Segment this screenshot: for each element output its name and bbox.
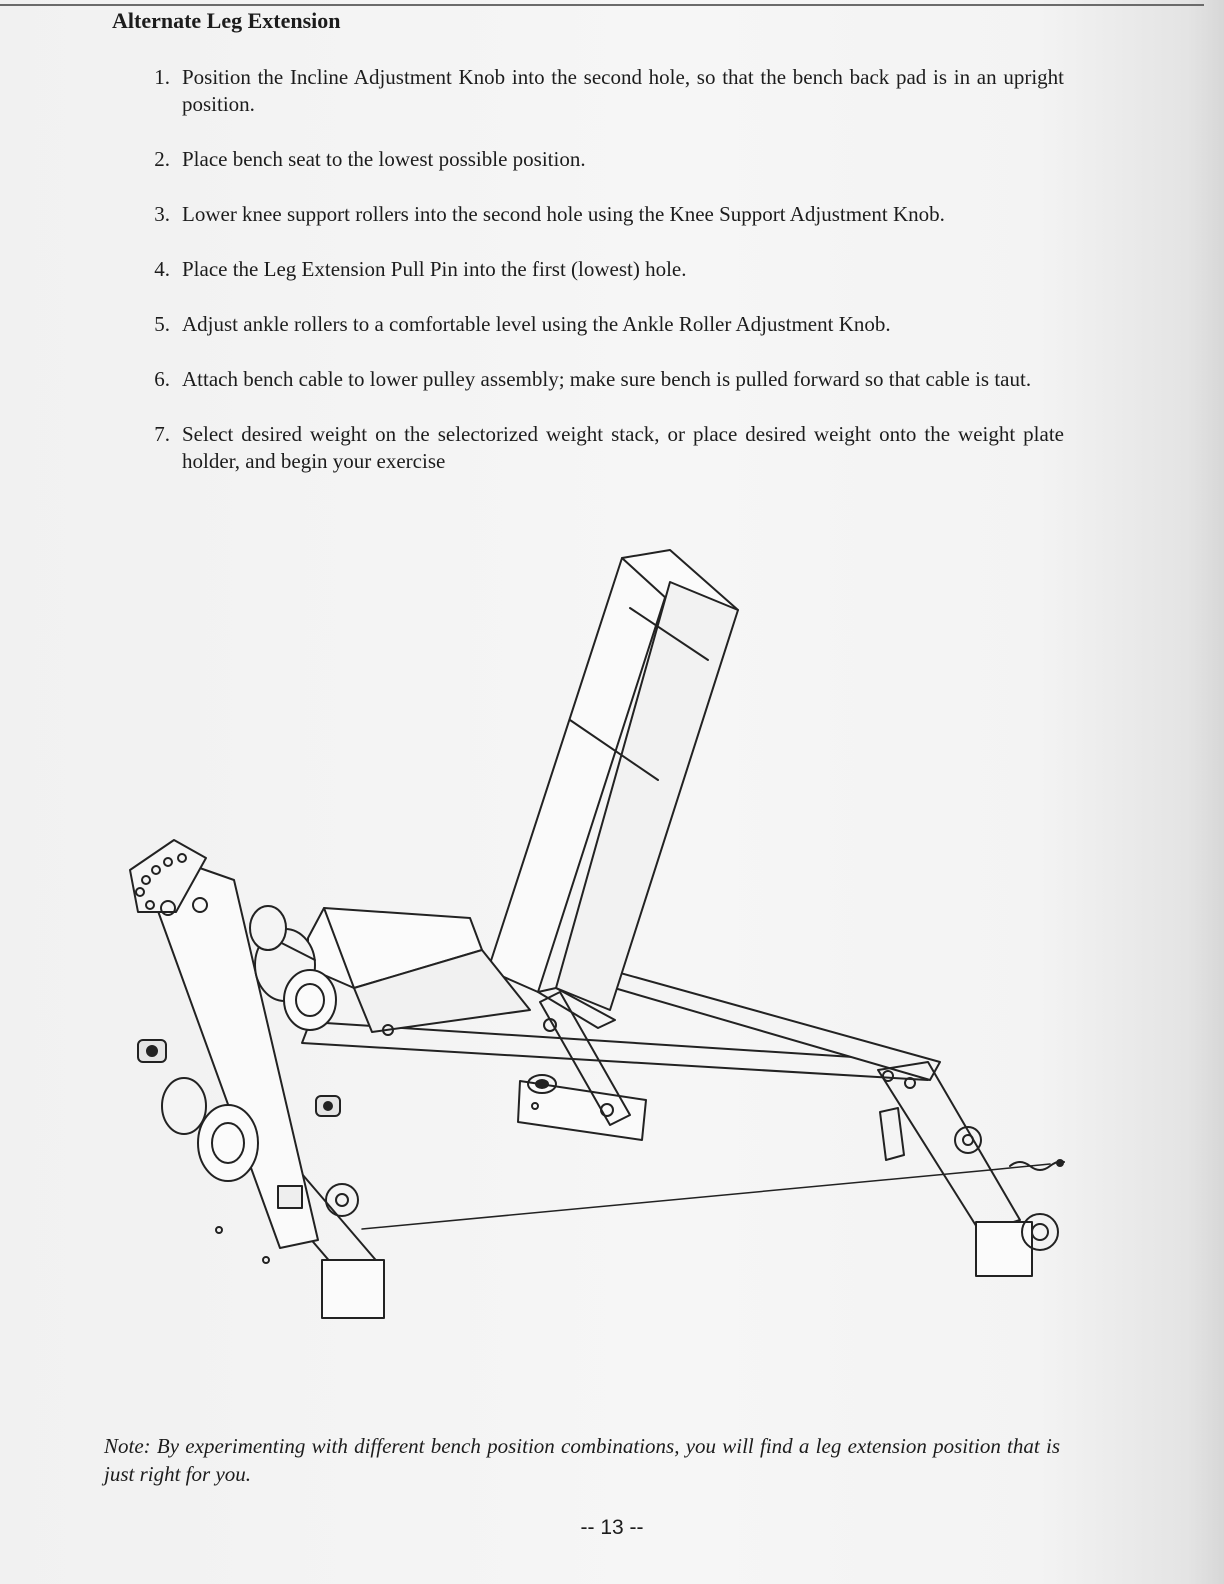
step-number: 5. [154,312,170,336]
section-heading: Alternate Leg Extension [112,8,341,33]
bench-cable [362,1160,1064,1229]
step-text: Place bench seat to the lowest possible position. [182,147,586,171]
seat-bracket [518,992,646,1140]
instruction-step [140,64,1064,118]
instruction-list [140,64,1064,503]
back-pad [488,550,738,1031]
instruction-step [140,311,1064,338]
instruction-step [140,256,1064,283]
bench-leg-extension-diagram [110,540,1090,1340]
step-number: 4. [154,257,170,281]
instruction-step [140,201,1064,228]
step-text: Attach bench cable to lower pulley assembly; make sure bench is pulled forward so that cable is taut. [182,367,1032,391]
step-text: Lower knee support rollers into the second hole using the Knee Support Adjustment Knob. [182,202,945,226]
step-number: 7. [154,422,170,446]
instruction-step [140,421,1064,475]
step-number: 6. [154,367,170,391]
instruction-step [140,146,1064,173]
step-number: 1. [154,65,170,89]
seat-pad [308,908,530,1035]
step-text: Place the Leg Extension Pull Pin into the first (lowest) hole. [182,257,687,281]
step-number: 2. [154,147,170,171]
step-text: Select desired weight on the selectorized weight stack, or place desired weight onto the weight plate holder, and begin your exercise [182,422,1064,473]
page-number: -- 13 -- [580,1516,644,1539]
note-text: Note: By experimenting with different bench position combinations, you will find a leg extension position that is just right for you. [104,1434,1060,1486]
step-text: Adjust ankle rollers to a comfortable level using the Ankle Roller Adjustment Knob. [182,312,891,336]
instruction-step [140,366,1064,393]
step-text: Position the Incline Adjustment Knob into the second hole, so that the bench back pad is in an upright position. [182,65,1064,116]
top-rule [0,4,1204,6]
step-number: 3. [154,202,170,226]
